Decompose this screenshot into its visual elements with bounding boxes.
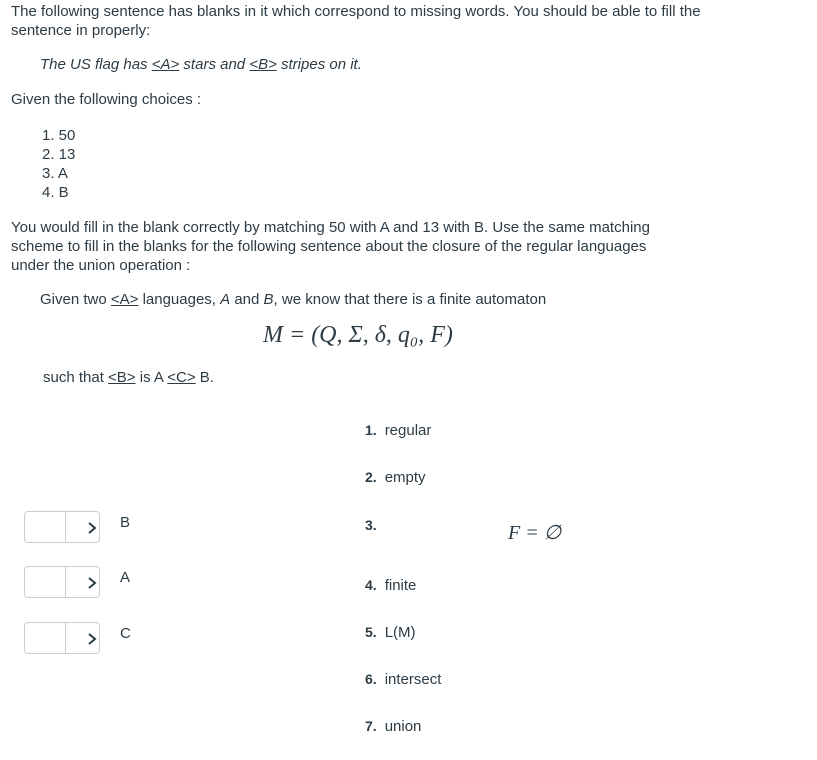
select-letter: A [120, 569, 131, 586]
text: is A [135, 369, 168, 386]
blank-a: <A> [110, 291, 139, 308]
chevron-right-icon [87, 632, 97, 646]
text: Given two [40, 291, 111, 308]
choices-heading: Given the following choices : [11, 91, 202, 108]
blank-b-select[interactable] [24, 511, 100, 543]
text: such that [43, 369, 109, 386]
chevron-right-icon [87, 521, 97, 535]
select-letter: C [120, 625, 131, 642]
divider [65, 567, 66, 597]
option-number: 3. [365, 517, 377, 533]
list-item: 1. 50 [42, 127, 76, 144]
option-label: intersect [384, 671, 442, 688]
variable-b: B [263, 291, 274, 308]
option-item [365, 469, 426, 486]
blank-c: <C> [167, 369, 196, 386]
text: stars and [179, 56, 250, 73]
automaton-formula: M = (Q, Σ, δ, q₀, F) [263, 322, 453, 348]
option-label: finite [384, 577, 417, 594]
blank-b: <B> [108, 369, 136, 386]
variable-a: A [220, 291, 231, 308]
blank-a: <A> [151, 56, 180, 73]
option-number: 7. [365, 718, 377, 734]
option-label: regular [384, 422, 432, 439]
text: stripes on it. [276, 56, 362, 73]
text: The US flag has [40, 56, 152, 73]
task-description: You would fill in the blank correctly by matching 50 with A and 13 with B. Use the same matching scheme to fill in the blanks for the following sentence about the closure of the regular languages under the union operation : [11, 219, 650, 274]
option-number: 6. [365, 671, 377, 687]
divider [65, 512, 66, 542]
divider [65, 623, 66, 653]
option-label: empty [384, 469, 426, 486]
list-item: 4. B [42, 184, 69, 201]
chevron-right-icon [87, 576, 97, 590]
select-letter: B [120, 514, 131, 531]
blank-a-select[interactable] [24, 566, 100, 598]
option-number: 1. [365, 422, 377, 438]
text: languages, [138, 291, 221, 308]
option-label: union [384, 718, 422, 735]
example-choices-list [42, 126, 75, 202]
list-item: 3. A [42, 165, 68, 182]
example-sentence [40, 56, 362, 73]
option-label: L(M) [384, 624, 416, 641]
option-number: 4. [365, 577, 377, 593]
option-item [365, 422, 431, 439]
option-item [365, 517, 385, 534]
option-item [365, 671, 441, 688]
option-number: 2. [365, 469, 377, 485]
question-sentence [40, 291, 546, 308]
option-item [365, 624, 416, 641]
list-item: 2. 13 [42, 146, 76, 163]
blank-c-select[interactable] [24, 622, 100, 654]
option-number: 5. [365, 624, 377, 640]
option-item [365, 577, 416, 594]
text: B. [195, 369, 214, 386]
text: and [230, 291, 264, 308]
instructions-text: The following sentence has blanks in it which correspond to missing words. You should be able to fill the sentence in properly: [11, 3, 701, 39]
text: , we know that there is a finite automaton [273, 291, 547, 308]
option-item [365, 718, 421, 735]
such-that-sentence [43, 369, 214, 386]
blank-b: <B> [249, 56, 277, 73]
option-3-formula: F = ∅ [508, 522, 562, 544]
